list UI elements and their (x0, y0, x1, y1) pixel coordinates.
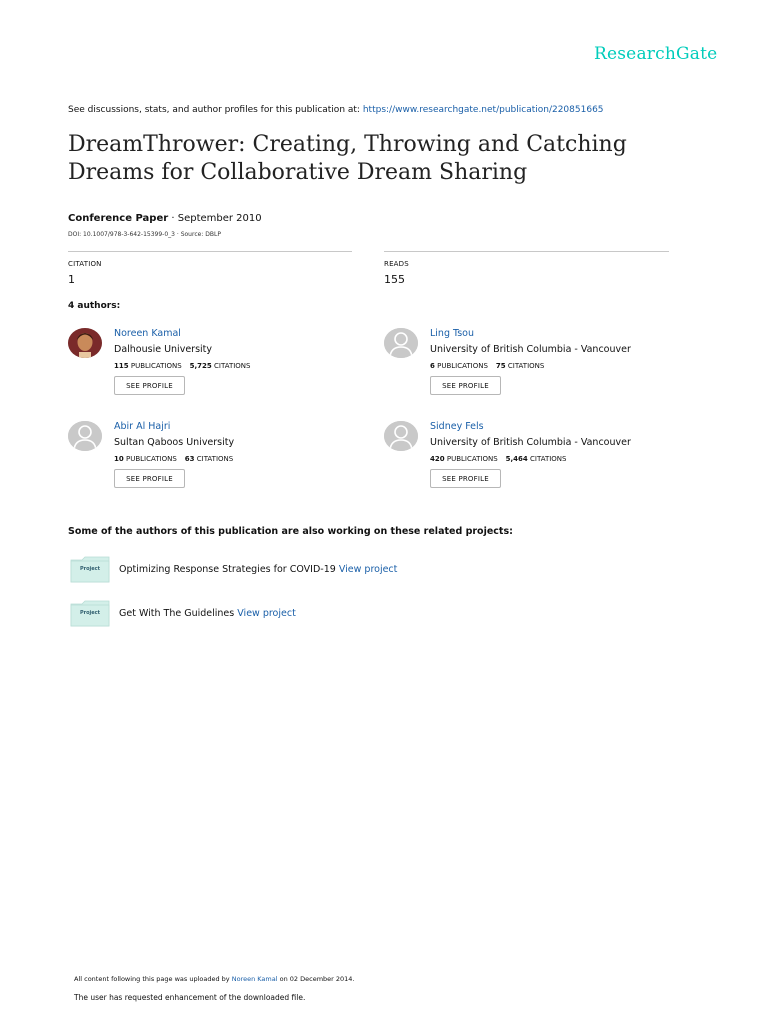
author-card (384, 328, 684, 408)
see-profile-button[interactable]: SEE PROFILE (114, 376, 185, 395)
author-avatar[interactable] (68, 328, 102, 358)
researchgate-logo[interactable]: ResearchGate (594, 44, 718, 64)
project-name: Optimizing Response Strategies for COVID-19 (119, 564, 336, 575)
citation-count: 1 (68, 273, 75, 286)
publication-type: Conference Paper (68, 213, 169, 224)
author-citations-count: 5,464 (505, 455, 528, 463)
author-stats (114, 362, 251, 370)
see-profile-button[interactable]: SEE PROFILE (430, 376, 501, 395)
author-avatar[interactable] (384, 421, 418, 451)
project-tag: Project (79, 566, 101, 572)
publication-url-link[interactable]: https://www.researchgate.net/publication/220851665 (362, 105, 604, 115)
author-institution: Dalhousie University (114, 344, 213, 355)
reads-divider (384, 251, 669, 252)
publication-type-line (68, 213, 262, 224)
citation-label: CITATION (68, 260, 102, 268)
reads-count: 155 (384, 273, 405, 286)
author-institution: Sultan Qaboos University (114, 437, 235, 448)
author-citations-label: CITATIONS (507, 362, 545, 370)
upload-note-suffix: on 02 December 2014. (279, 975, 355, 983)
author-institution: University of British Columbia - Vancouver (430, 344, 631, 355)
author-avatar[interactable] (384, 328, 418, 358)
author-citations-count: 63 (184, 455, 195, 463)
header-intro-line (68, 105, 604, 115)
reads-label: READS (384, 260, 409, 268)
author-name-link[interactable]: Ling Tsou (430, 328, 475, 339)
author-citations-label: CITATIONS (196, 455, 234, 463)
project-text (119, 608, 296, 619)
project-row (70, 556, 470, 586)
author-publications-count: 6 (430, 362, 435, 370)
see-profile-button[interactable]: SEE PROFILE (114, 469, 185, 488)
authors-heading: 4 authors: (68, 301, 121, 311)
header-intro-text: See discussions, stats, and author profiles for this publication at: (68, 105, 360, 115)
citation-divider (68, 251, 352, 252)
author-publications-count: 10 (114, 455, 124, 463)
view-project-link[interactable]: View project (237, 608, 296, 619)
doi-source-line: DOI: 10.1007/978-3-642-15399-0_3 · Source: DBLP (68, 231, 221, 238)
author-publications-label: PUBLICATIONS (437, 362, 488, 370)
project-tag: Project (79, 610, 101, 616)
author-publications-label: PUBLICATIONS (446, 455, 498, 463)
see-profile-button[interactable]: SEE PROFILE (430, 469, 501, 488)
author-institution: University of British Columbia - Vancouver (430, 437, 631, 448)
publication-title: DreamThrower: Creating, Throwing and Catching Dreams for Collaborative Dream Sharing (68, 132, 627, 185)
author-card (68, 421, 368, 501)
author-citations-count: 75 (495, 362, 506, 370)
author-name-link[interactable]: Abir Al Hajri (114, 421, 171, 432)
author-publications-label: PUBLICATIONS (130, 362, 182, 370)
author-publications-label: PUBLICATIONS (125, 455, 177, 463)
author-citations-count: 5,725 (189, 362, 212, 370)
enhancement-note: The user has requested enhancement of the downloaded file. (74, 993, 306, 1002)
related-projects-heading: Some of the authors of this publication are also working on these related projects: (68, 526, 513, 537)
author-stats (430, 455, 567, 463)
author-name-link[interactable]: Sidney Fels (430, 421, 484, 432)
author-citations-label: CITATIONS (530, 455, 567, 463)
author-card (68, 328, 368, 408)
upload-note (74, 975, 355, 983)
project-row (70, 600, 470, 630)
project-name: Get With The Guidelines (119, 608, 235, 619)
author-name-link[interactable]: Noreen Kamal (114, 328, 181, 339)
author-publications-count: 115 (114, 362, 129, 370)
author-stats (114, 455, 233, 463)
project-text (119, 564, 397, 575)
author-citations-label: CITATIONS (214, 362, 251, 370)
author-publications-count: 420 (430, 455, 445, 463)
uploader-link[interactable]: Noreen Kamal (231, 975, 278, 983)
upload-note-prefix: All content following this page was uploaded by (74, 975, 230, 983)
author-avatar[interactable] (68, 421, 102, 451)
publication-date: · September 2010 (171, 213, 262, 224)
view-project-link[interactable]: View project (338, 564, 398, 575)
author-stats (430, 362, 544, 370)
author-card (384, 421, 684, 501)
